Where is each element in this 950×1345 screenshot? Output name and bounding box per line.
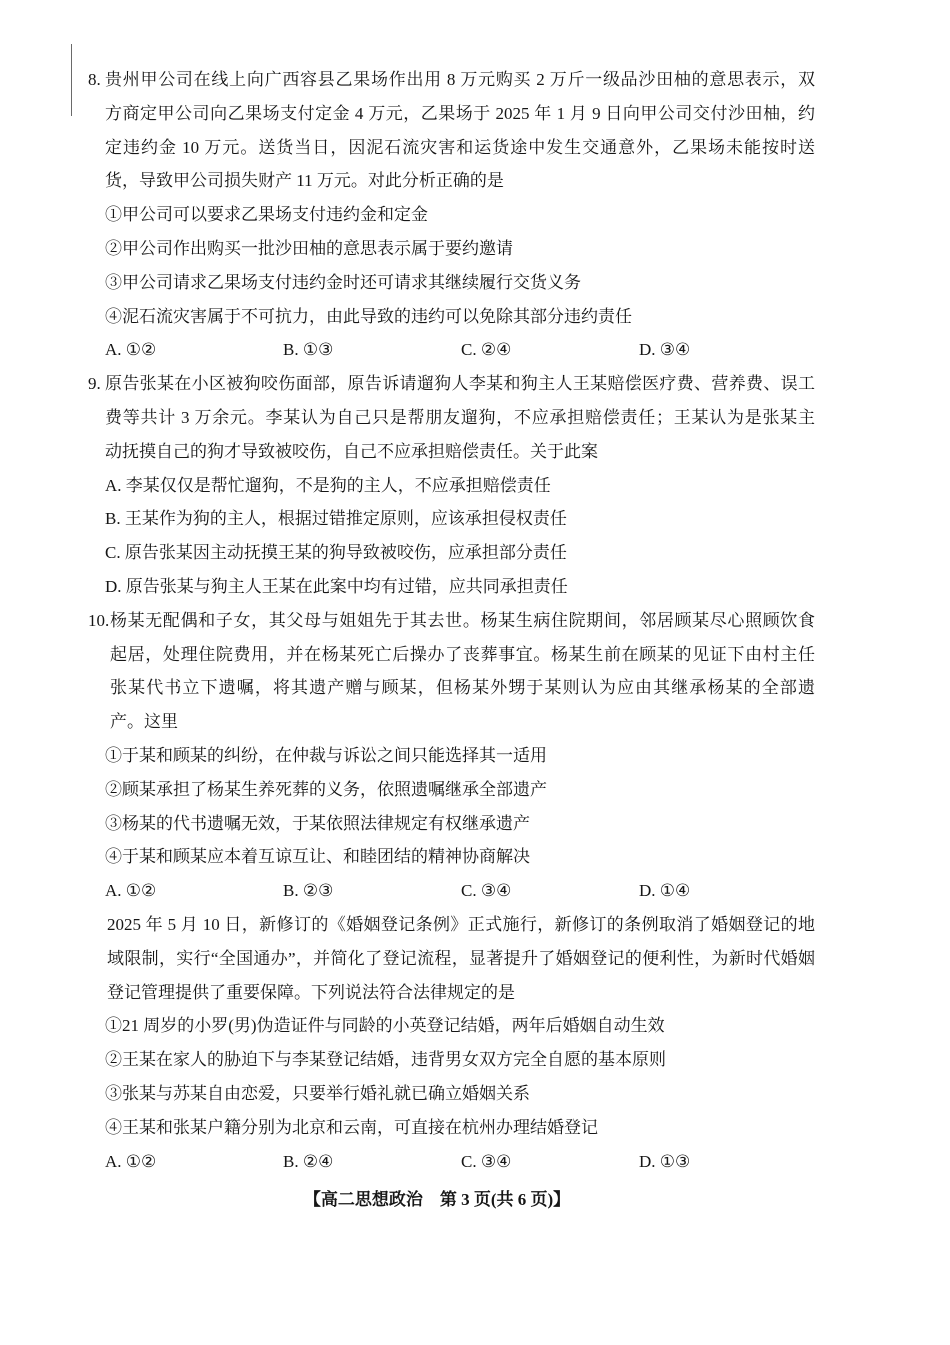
answer-options [88, 1145, 815, 1179]
question-stem-line [88, 671, 815, 705]
question-stem-line [88, 367, 815, 401]
answer-option-d: D. ③④ [639, 340, 691, 360]
question-8 [88, 63, 815, 367]
question-stem-text: 费等共计 3 万余元。李某认为自己只是帮朋友遛狗，不应承担赔偿责任；王某认为是张某主 [105, 407, 815, 427]
answer-option-a: A. ①② [105, 340, 157, 360]
question-10 [88, 604, 815, 908]
answer-option-b: B. 王某作为狗的主人，根据过错推定原则，应该承担侵权责任 [105, 509, 567, 529]
question-number: 10. [88, 610, 110, 630]
question-stem-line [88, 401, 815, 435]
question-stem-text: 杨某无配偶和子女，其父母与姐姐先于其去世。杨某生病住院期间，邻居顾某尽心照顾饮食 [110, 610, 815, 630]
statement-item: ②甲公司作出购买一批沙田柚的意思表示属于要约邀请 [105, 238, 513, 258]
page-footer: 【高二思想政治 第 3 页(共 6 页)】 [303, 1190, 571, 1209]
answer-option-c: C. ②④ [461, 340, 512, 360]
question-stem-line [88, 976, 815, 1010]
statement-item: ②顾某承担了杨某生养死葬的义务，依照遗嘱继承全部遗产 [105, 779, 547, 799]
question-stem-text: 张某代书立下遗嘱，将其遗产赠与顾某，但杨某外甥于某则认为应由其继承杨某的全部遗 [110, 678, 815, 698]
statement-item: ③杨某的代书遗嘱无效，于某依照法律规定有权继承遗产 [105, 813, 530, 833]
statement-item: ②王某在家人的胁迫下与李某登记结婚，违背男女双方完全自愿的基本原则 [105, 1050, 666, 1070]
statement-item: ③甲公司请求乙果场支付违约金时还可请求其继续履行交货义务 [105, 272, 581, 292]
question-stem-text: 方商定甲公司向乙果场支付定金 4 万元，乙果场于 2025 年 1 月 9 日向甲公司交付沙田柚，约 [105, 103, 815, 123]
statement-item: ④王某和张某户籍分别为北京和云南，可直接在杭州办理结婚登记 [105, 1117, 598, 1137]
answer-option-b: B. ②④ [283, 1151, 334, 1171]
question-stem-text: 原告张某在小区被狗咬伤面部，原告诉请遛狗人李某和狗主人王某赔偿医疗费、营养费、误工 [105, 374, 815, 394]
answer-options [88, 874, 815, 908]
statement-item: ③张某与苏某自由恋爱，只要举行婚礼就已确立婚姻关系 [105, 1083, 530, 1103]
question-stem-text: 起居，处理住院费用，并在杨某死亡后操办了丧葬事宜。杨某生前在顾某的见证下由村主任 [110, 644, 815, 664]
question-stem-line [88, 638, 815, 672]
question-stem-text: 贵州甲公司在线上向广西容县乙果场作出用 8 万元购买 2 万斤一级品沙田柚的意思表示，双 [105, 70, 815, 89]
question-11 [88, 908, 815, 1178]
statement-item: ④泥石流灾害属于不可抗力，由此导致的违约可以免除其部分违约责任 [105, 306, 632, 326]
question-stem-text: 域限制，实行“全国通办”，并简化了登记流程，显著提升了婚姻登记的便利性，为新时代婚姻 [107, 948, 815, 968]
question-stem-text: 定违约金 10 万元。送货当日，因泥石流灾害和运货途中发生交通意外，乙果场未能按时送 [105, 137, 815, 157]
answer-option-d: D. 原告张某与狗主人王某在此案中均有过错，应共同承担责任 [105, 576, 568, 596]
answer-option-b: B. ①③ [283, 340, 334, 360]
question-stem-text: 2025 年 5 月 10 日，新修订的《婚姻登记条例》正式施行，新修订的条例取消了婚姻登记的地 [107, 914, 815, 934]
statement-item: ①于某和顾某的纠纷，在仲裁与诉讼之间只能选择其一适用 [105, 745, 547, 765]
question-9 [88, 367, 815, 604]
question-number: 8. [88, 70, 101, 89]
question-stem-line [88, 942, 815, 976]
answer-option-c: C. 原告张某因主动抚摸王某的狗导致被咬伤，应承担部分责任 [105, 543, 567, 563]
question-stem-line [88, 131, 815, 165]
question-stem-text: 货，导致甲公司损失财产 11 万元。对此分析正确的是 [105, 171, 504, 191]
question-stem-text: 登记管理提供了重要保障。下列说法符合法律规定的是 [107, 982, 515, 1002]
answer-option-c: C. ③④ [461, 1151, 512, 1171]
scan-fold-line [71, 44, 72, 116]
question-stem-text: 动抚摸自己的狗才导致被咬伤，自己不应承担赔偿责任。关于此案 [105, 441, 598, 461]
answer-option-c: C. ③④ [461, 881, 512, 901]
question-stem-line [88, 604, 815, 638]
answer-option-d: D. ①④ [639, 881, 691, 901]
question-stem-line [88, 97, 815, 131]
question-stem-line [88, 63, 815, 97]
question-stem-line [88, 435, 815, 469]
question-stem-line [88, 164, 815, 198]
statement-item: ①甲公司可以要求乙果场支付违约金和定金 [105, 205, 428, 225]
statement-item: ④于某和顾某应本着互谅互让、和睦团结的精神协商解决 [105, 847, 530, 867]
answer-options [88, 333, 815, 367]
question-stem-line [88, 705, 815, 739]
answer-option-b: B. ②③ [283, 881, 334, 901]
statement-item: ①21 周岁的小罗(男)伪造证件与同龄的小英登记结婚，两年后婚姻自动生效 [105, 1016, 665, 1036]
answer-option-a: A. ①② [105, 881, 157, 901]
question-number: 9. [88, 374, 101, 394]
question-stem-text: 产。这里 [110, 712, 178, 732]
answer-option-a: A. 李某仅仅是帮忙遛狗，不是狗的主人，不应承担赔偿责任 [105, 475, 551, 495]
question-stem-line [88, 908, 815, 942]
question-list [88, 63, 815, 1178]
answer-option-d: D. ①③ [639, 1151, 691, 1171]
answer-option-a: A. ①② [105, 1151, 157, 1171]
